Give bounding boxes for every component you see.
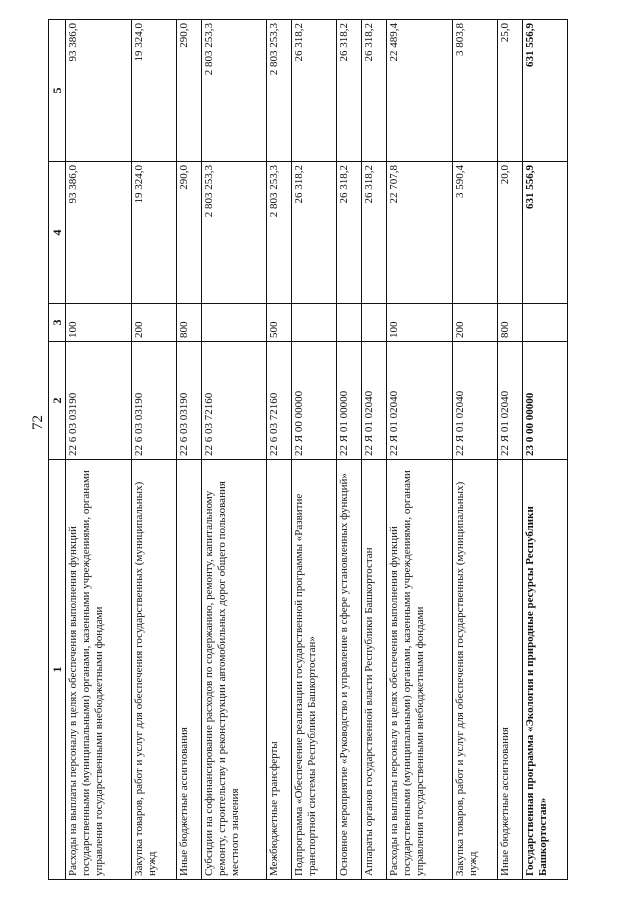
row-code-cell: 22 Я 01 00000 bbox=[337, 342, 362, 460]
row-value-col5-cell: 631 556,9 bbox=[522, 20, 567, 162]
table-body bbox=[66, 20, 568, 880]
row-value-col5-cell: 26 318,2 bbox=[337, 20, 362, 162]
row-value-col4-cell: 20,0 bbox=[497, 162, 522, 304]
row-name-cell: Закупка товаров, работ и услуг для обеспечения государственных (муниципальных) нужд bbox=[452, 460, 497, 880]
row-value-col4-cell: 26 318,2 bbox=[292, 162, 337, 304]
budget-table bbox=[48, 19, 568, 880]
row-value-col5-cell: 19 324,0 bbox=[131, 20, 176, 162]
row-value-col4-cell: 2 803 253,3 bbox=[201, 162, 266, 304]
row-value-col4-cell: 631 556,9 bbox=[522, 162, 567, 304]
table-row bbox=[267, 20, 292, 880]
row-code-cell: 22 Я 01 02040 bbox=[497, 342, 522, 460]
row-value-col4-cell: 3 590,4 bbox=[452, 162, 497, 304]
row-code-cell: 23 0 00 00000 bbox=[522, 342, 567, 460]
row-code-cell: 22 6 03 72160 bbox=[267, 342, 292, 460]
row-vr-cell bbox=[201, 304, 266, 342]
table-row bbox=[387, 20, 452, 880]
row-value-col5-cell: 2 803 253,3 bbox=[267, 20, 292, 162]
header-col-1: 1 bbox=[49, 460, 66, 880]
row-name-cell: Аппараты органов государственной власти Республики Башкортостан bbox=[362, 460, 387, 880]
row-value-col5-cell: 93 386,0 bbox=[66, 20, 131, 162]
table-header-row bbox=[49, 20, 66, 880]
row-code-cell: 22 Я 01 02040 bbox=[362, 342, 387, 460]
row-name-cell: Субсидии на софинансирование расходов по содержанию, ремонту, капитальному ремонту, строительству и реконструкции автомобильных дорог общего пользования местного значения bbox=[201, 460, 266, 880]
row-name-cell: Иные бюджетные ассигнования bbox=[497, 460, 522, 880]
rotated-table-wrapper bbox=[48, 20, 568, 880]
row-name-cell: Основное мероприятие «Руководство и управление в сфере установленных функций» bbox=[337, 460, 362, 880]
table-row bbox=[201, 20, 266, 880]
table-row bbox=[522, 20, 567, 880]
row-code-cell: 22 Я 01 02040 bbox=[387, 342, 452, 460]
row-vr-cell bbox=[362, 304, 387, 342]
row-name-cell: Подпрограмма «Обеспечение реализации государственной программы «Развитие транспортной системы Республики Башкортостан» bbox=[292, 460, 337, 880]
row-vr-cell: 800 bbox=[497, 304, 522, 342]
row-vr-cell bbox=[337, 304, 362, 342]
row-value-col4-cell: 2 803 253,3 bbox=[267, 162, 292, 304]
row-value-col4-cell: 26 318,2 bbox=[337, 162, 362, 304]
row-value-col5-cell: 2 803 253,3 bbox=[201, 20, 266, 162]
row-value-col4-cell: 290,0 bbox=[176, 162, 201, 304]
table-row bbox=[131, 20, 176, 880]
header-col-5: 5 bbox=[49, 20, 66, 162]
row-name-cell: Расходы на выплаты персоналу в целях обеспечения выполнения функций государственными (муниципальными) органами, казенными учреждениями, органами управления государственными внебюджетными фондами bbox=[387, 460, 452, 880]
row-vr-cell: 800 bbox=[176, 304, 201, 342]
row-name-cell: Иные бюджетные ассигнования bbox=[176, 460, 201, 880]
row-name-cell: Расходы на выплаты персоналу в целях обеспечения выполнения функций государственными (муниципальными) органами, казенными учреждениями, органами управления государственными внебюджетными фондами bbox=[66, 460, 131, 880]
header-col-2: 2 bbox=[49, 342, 66, 460]
table-row bbox=[362, 20, 387, 880]
row-name-cell: Закупка товаров, работ и услуг для обеспечения государственных (муниципальных) нужд bbox=[131, 460, 176, 880]
table-row bbox=[452, 20, 497, 880]
row-vr-cell bbox=[522, 304, 567, 342]
row-vr-cell: 500 bbox=[267, 304, 292, 342]
table-row bbox=[337, 20, 362, 880]
row-code-cell: 22 6 03 03190 bbox=[131, 342, 176, 460]
row-code-cell: 22 Я 01 02040 bbox=[452, 342, 497, 460]
row-name-cell: Межбюджетные трансферты bbox=[267, 460, 292, 880]
header-col-4: 4 bbox=[49, 162, 66, 304]
row-vr-cell: 200 bbox=[131, 304, 176, 342]
header-col-3: 3 bbox=[49, 304, 66, 342]
row-code-cell: 22 6 03 03190 bbox=[66, 342, 131, 460]
row-value-col4-cell: 19 324,0 bbox=[131, 162, 176, 304]
row-value-col5-cell: 3 803,8 bbox=[452, 20, 497, 162]
row-value-col4-cell: 93 386,0 bbox=[66, 162, 131, 304]
row-code-cell: 22 6 03 72160 bbox=[201, 342, 266, 460]
row-code-cell: 22 6 03 03190 bbox=[176, 342, 201, 460]
row-value-col5-cell: 25,0 bbox=[497, 20, 522, 162]
row-value-col5-cell: 290,0 bbox=[176, 20, 201, 162]
table-row bbox=[497, 20, 522, 880]
row-name-cell: Государственная программа «Экология и природные ресурсы Республики Башкортостан» bbox=[522, 460, 567, 880]
page-number: 72 bbox=[30, 415, 46, 430]
row-value-col4-cell: 22 707,8 bbox=[387, 162, 452, 304]
row-vr-cell bbox=[292, 304, 337, 342]
row-vr-cell: 100 bbox=[387, 304, 452, 342]
row-vr-cell: 200 bbox=[452, 304, 497, 342]
table-row bbox=[292, 20, 337, 880]
row-code-cell: 22 Я 00 00000 bbox=[292, 342, 337, 460]
row-value-col5-cell: 26 318,2 bbox=[292, 20, 337, 162]
row-vr-cell: 100 bbox=[66, 304, 131, 342]
row-value-col5-cell: 26 318,2 bbox=[362, 20, 387, 162]
row-value-col4-cell: 26 318,2 bbox=[362, 162, 387, 304]
table-row bbox=[66, 20, 131, 880]
row-value-col5-cell: 22 489,4 bbox=[387, 20, 452, 162]
table-row bbox=[176, 20, 201, 880]
